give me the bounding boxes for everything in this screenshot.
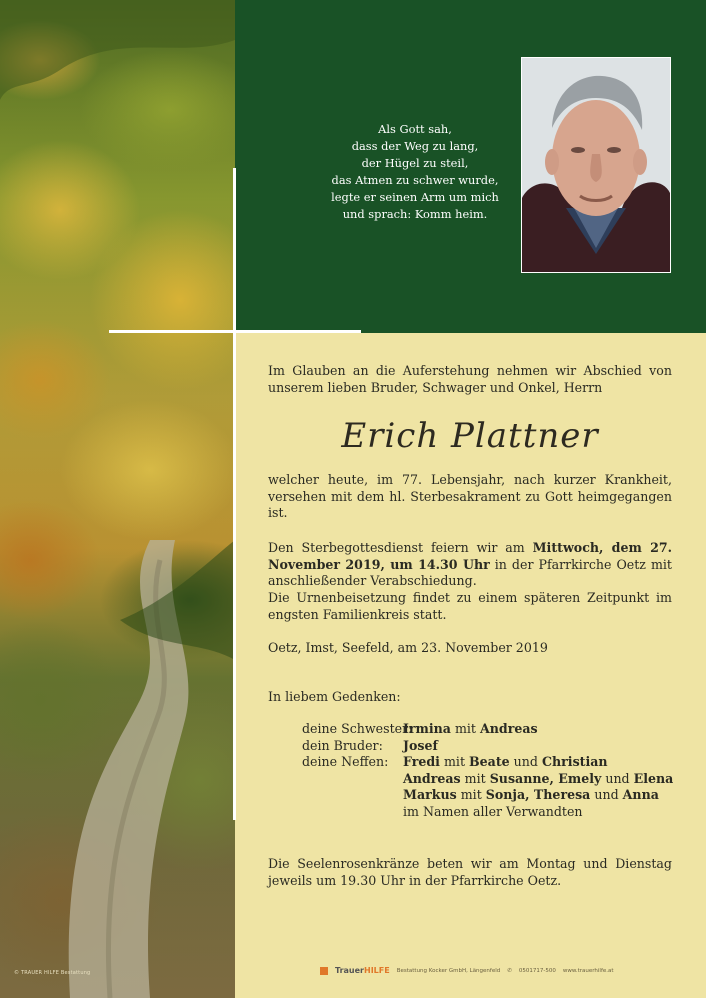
- mourner-name: Andreas: [403, 770, 461, 786]
- mourner-name: Susanne, Emely: [489, 770, 602, 786]
- connector: und: [509, 754, 542, 770]
- poem-line: dass der Weg zu lang,: [351, 139, 479, 153]
- urn-note: Die Urnenbeisetzung findet zu einem späteren Zeitpunkt im engsten Familienkreis statt.: [268, 590, 672, 622]
- mourner-name: Andreas: [480, 721, 538, 736]
- service-prefix: Den Sterbegottesdienst feiern wir am: [268, 540, 533, 555]
- mourner-name: Sonja, Theresa: [485, 787, 591, 803]
- place-date: Oetz, Imst, Seefeld, am 23. November 2019: [268, 640, 548, 655]
- mourner-row-relatives: [302, 804, 673, 821]
- intro-text: Im Glauben an die Auferstehung nehmen wir Abschied von unserem lieben Bruder, Schwager und Onkel, Herrn: [268, 363, 672, 395]
- connector: mit: [460, 770, 490, 786]
- mourner-names: [403, 787, 659, 804]
- mourner-name: Irmina: [403, 721, 451, 736]
- portrait-photo: [521, 57, 671, 273]
- memory-heading: In liebem Gedenken:: [268, 689, 401, 704]
- mourner-row-brother: [302, 738, 673, 755]
- forest-path-photo: [0, 0, 235, 998]
- mourner-name: Josef: [403, 737, 438, 753]
- mourner-role: dein Bruder:: [302, 737, 383, 753]
- mourner-names: [403, 721, 538, 738]
- connector: mit: [450, 721, 480, 736]
- mourner-row-nephew-2: [302, 771, 673, 788]
- poem-line: das Atmen zu schwer wurde,: [331, 173, 499, 187]
- mourner-role: deine Schwester:: [302, 721, 413, 736]
- service-date: Mittwoch, dem 27. November 2019, um 14.30 Uhr: [268, 540, 672, 572]
- poem-line: und sprach: Komm heim.: [342, 207, 488, 221]
- mourners-list: [302, 721, 673, 821]
- mourner-role: deine Neffen:: [302, 754, 389, 770]
- cross-vertical-bar: [233, 168, 236, 820]
- mourner-row-nephews: [302, 754, 673, 771]
- rosary-note: Die Seelenrosenkränze beten wir am Montag und Dienstag jeweils um 19.30 Uhr in der Pfarrkirche Oetz.: [268, 856, 672, 888]
- connector: und: [601, 770, 634, 786]
- brand-part: Trauer: [335, 966, 364, 975]
- portrait-illustration: [522, 58, 670, 272]
- mourner-name: Markus: [403, 787, 457, 803]
- poem-line: Als Gott sah,: [378, 122, 452, 136]
- mourner-names: [403, 754, 608, 771]
- brand-part: HILFE: [364, 966, 390, 975]
- poem: [300, 121, 530, 223]
- phone-icon: ✆: [507, 967, 512, 974]
- connector: und: [590, 787, 623, 803]
- mourner-row-nephew-3: [302, 787, 673, 804]
- mourner-names: [403, 771, 673, 788]
- mourner-name: Anna: [622, 787, 659, 803]
- phone-number: 0501717-500: [518, 967, 556, 974]
- mourner-name: Fredi: [403, 754, 440, 770]
- connector: mit: [439, 754, 470, 770]
- brand-name: [335, 966, 390, 975]
- deceased-name: Erich Plattner: [341, 416, 599, 456]
- trauerhilfe-logo-icon: [320, 967, 328, 975]
- connector: mit: [456, 787, 486, 803]
- death-notice: welcher heute, im 77. Lebensjahr, nach kurzer Krankheit, versehen mit dem hl. Sterbesakrament zu Gott heimgegangen ist.: [268, 472, 672, 521]
- mourner-name: Elena: [633, 770, 674, 786]
- poem-line: der Hügel zu steil,: [361, 156, 469, 170]
- footer: [320, 966, 614, 975]
- relatives-line: im Namen aller Verwandten: [403, 803, 583, 819]
- forest-path-illustration: [0, 0, 235, 998]
- mourner-name: Beate: [469, 754, 510, 770]
- photo-credit: © TRAUER HILFE Bestattung: [14, 970, 91, 976]
- website-link[interactable]: www.trauerhilfe.at: [562, 967, 614, 974]
- service-info: [268, 540, 672, 590]
- cross-horizontal-bar: [109, 330, 361, 333]
- mourner-name: Christian: [541, 754, 608, 770]
- poem-line: legte er seinen Arm um mich: [331, 190, 499, 204]
- mourner-row-sister: [302, 721, 673, 738]
- company-name: Bestattung Kocker GmbH, Längenfeld: [396, 967, 501, 974]
- mourner-names: [403, 738, 438, 755]
- service-suffix: in der Pfarrkirche Oetz mit anschließender Verabschiedung.: [268, 556, 672, 589]
